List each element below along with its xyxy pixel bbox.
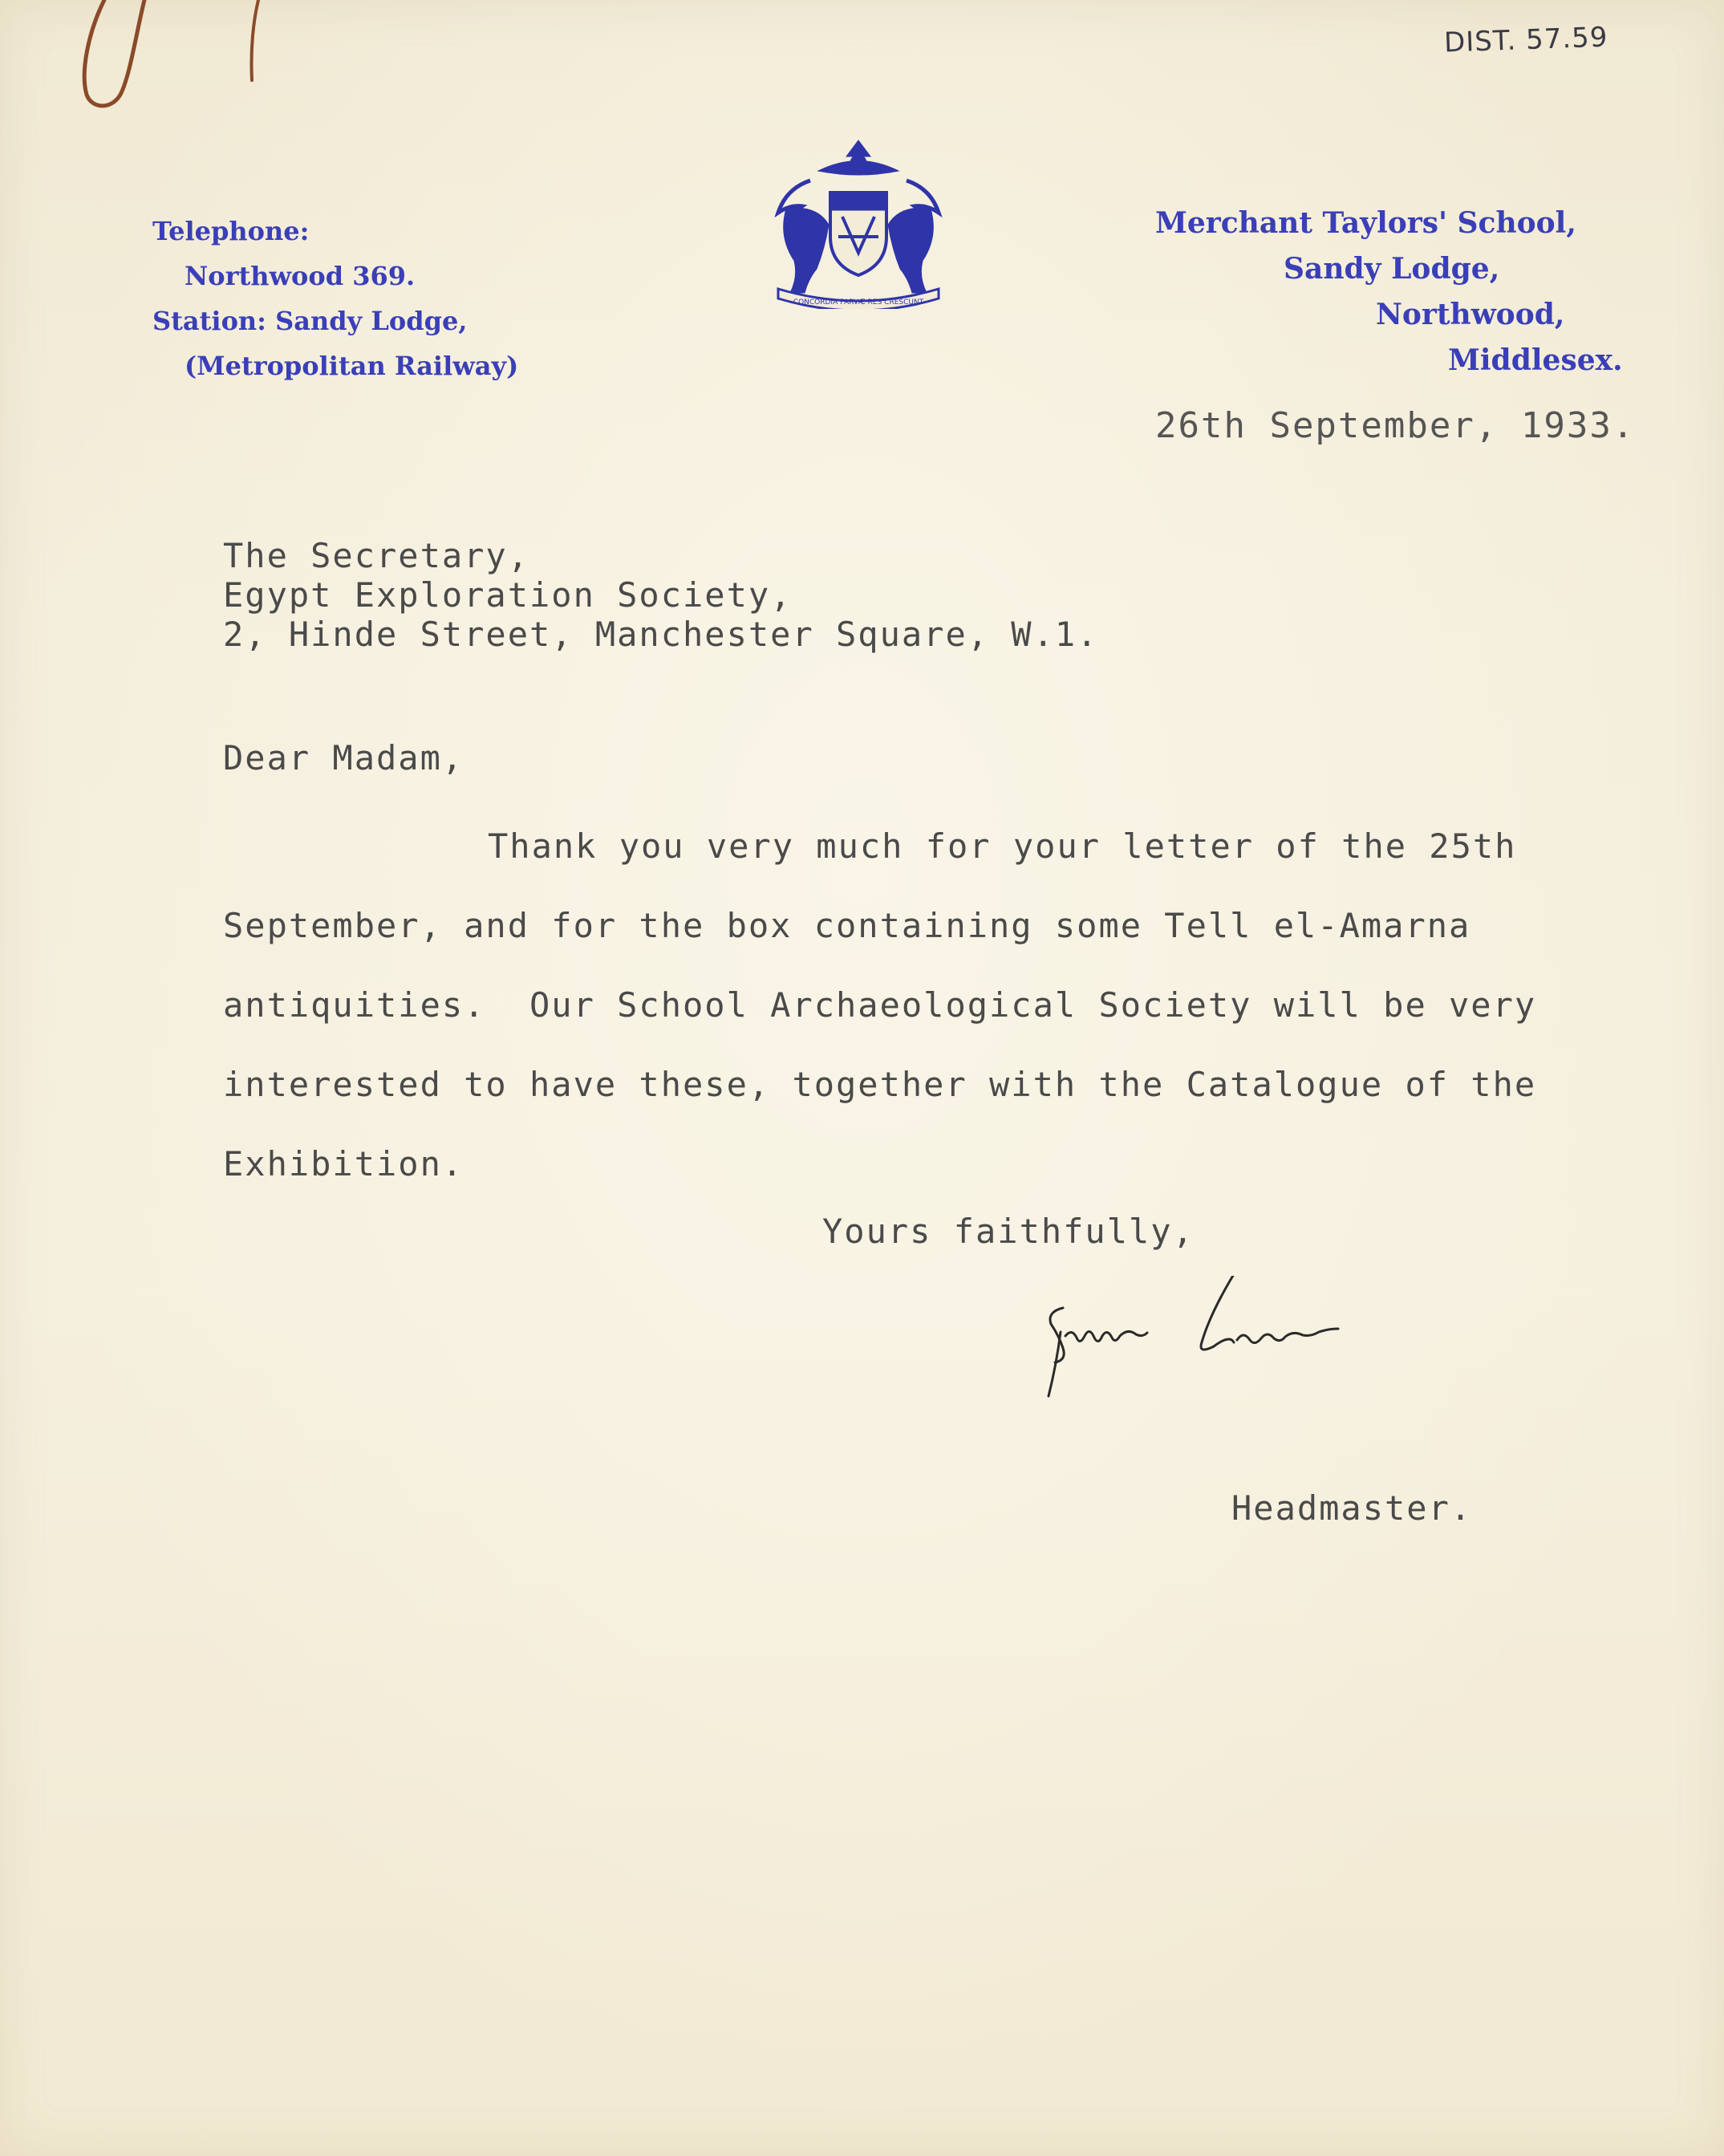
- recipient-address: [223, 536, 1098, 654]
- school-crest-icon: [762, 132, 955, 309]
- recipient-line: The Secretary,: [223, 536, 530, 575]
- handwritten-signature: [1027, 1276, 1428, 1420]
- body-line: Exhibition.: [223, 1144, 464, 1184]
- body-line: interested to have these, together with the Catalogue of the: [223, 1065, 1537, 1104]
- telephone-label: Telephone:: [152, 216, 310, 246]
- letterhead-contact: [152, 209, 518, 388]
- station-line: Station: Sandy Lodge,: [152, 306, 468, 336]
- telephone-number: Northwood 369.: [185, 261, 416, 291]
- signatory-title: Headmaster.: [1231, 1488, 1473, 1528]
- school-name: Merchant Taylors' School,: [1155, 206, 1576, 240]
- salutation: Dear Madam,: [223, 738, 464, 778]
- body-line: Thank you very much for your letter of the 25th: [488, 826, 1517, 866]
- railway-line: (Metropolitan Railway): [185, 351, 519, 381]
- school-address-line3: Northwood,: [1376, 298, 1565, 331]
- paperclip-mark-icon: [72, 0, 281, 120]
- school-address-line2: Sandy Lodge,: [1284, 252, 1500, 286]
- recipient-line: Egypt Exploration Society,: [223, 575, 793, 615]
- closing: Yours faithfully,: [822, 1212, 1195, 1251]
- letter-body: [223, 806, 1536, 1204]
- crest-motto: CONCORDIA PARVÆ RES CRESCUNT: [793, 298, 924, 307]
- body-line: antiquities. Our School Archaeological Society will be very: [223, 985, 1537, 1025]
- archive-reference: DIST. 57.59: [1443, 21, 1609, 59]
- letter-date: 26th September, 1933.: [1155, 405, 1636, 446]
- letterhead-address: [1155, 201, 1623, 384]
- school-address-line4: Middlesex.: [1448, 343, 1623, 377]
- recipient-line: 2, Hinde Street, Manchester Square, W.1.: [223, 615, 1099, 654]
- body-line: September, and for the box containing some Tell el-Amarna: [223, 906, 1471, 945]
